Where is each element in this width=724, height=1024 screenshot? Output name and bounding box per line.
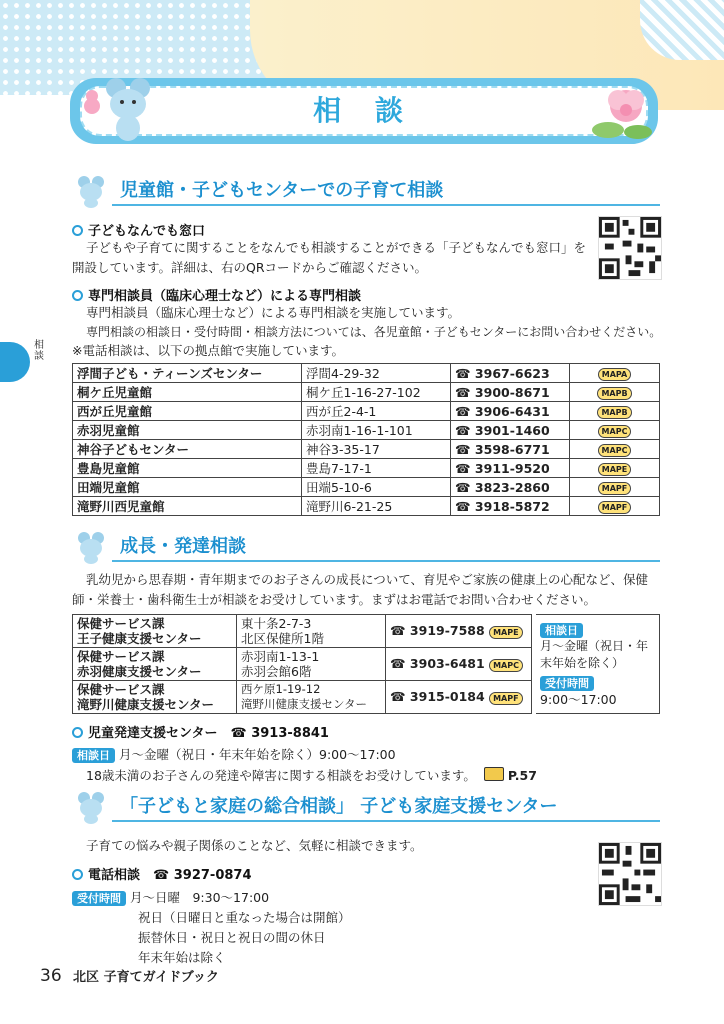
health-center-table [72, 614, 532, 714]
reception-hours-tag: 受付時間 [72, 891, 126, 906]
table-row: 豊島児童館 豊島7-17-1 ☎ 3911-9520 MAPE [73, 459, 660, 478]
section-title-3: 「子どもと家庭の総合相談」 子ども家庭支援センター [120, 796, 558, 817]
hattatsu-text-row [86, 766, 537, 784]
table-row: 赤羽児童館 赤羽南1-16-1-101 ☎ 3901-1460 MAPC [73, 421, 660, 440]
center-address: 赤羽会館6階 [241, 664, 312, 679]
facility-address: 赤羽南1-16-1-101 [302, 421, 451, 440]
center-tel: 3903-6481 [409, 656, 485, 671]
section-heading-3 [72, 790, 660, 824]
facility-tel: 3906-6431 [474, 403, 550, 419]
section3-intro: 子育ての悩みや親子関係のことなど、気軽に相談できます。 [86, 838, 423, 853]
item-text-2a: 専門相談員（臨床心理士など）による専門相談を実施しています。 [86, 305, 461, 320]
section2-intro: 乳幼児から思春期・青年期までのお子さんの成長について、育児やご家族の健康上の心配など、保健師・栄養士・歯科衛生士が相談をお受けしています。まずはお電話でお問い合わせください。 [72, 572, 649, 607]
facility-address: 西が丘2-4-1 [302, 402, 451, 421]
facility-address: 浮間4-29-32 [302, 364, 451, 383]
table-row: 桐ケ丘児童館 桐ケ丘1-16-27-102 ☎ 3900-8671 MAPB [73, 383, 660, 402]
facility-address: 滝野川6-21-25 [302, 497, 451, 516]
mouse-icon [72, 790, 112, 824]
footer [40, 966, 219, 986]
map-badge[interactable]: MAPC [598, 425, 632, 438]
section3-hours [72, 888, 269, 908]
reception-hours: 9:00～17:00 [540, 692, 617, 707]
hattatsu-text: 18歳未満のお子さんの発達や障害に関する相談をお受けしています。 [86, 768, 476, 783]
center-name: 滝野川健康支援センター [77, 697, 215, 712]
facility-tel: 3967-6623 [474, 365, 550, 381]
hattatsu-heading: 児童発達支援センター ☎ 3913-8841 [72, 722, 329, 741]
facility-tel: 3598-6771 [474, 441, 550, 457]
hours-line: 月～日曜 9:30～17:00 [129, 890, 270, 905]
item-heading-1: 子どもなんでも窓口 [72, 220, 205, 239]
map-badge[interactable]: MAPA [598, 368, 631, 381]
center-name: 赤羽健康支援センター [77, 664, 202, 679]
side-tab-label: 相談 [34, 340, 44, 362]
facility-name: 赤羽児童館 [73, 421, 302, 440]
facility-address: 田端5-10-6 [302, 478, 451, 497]
table-row: 西が丘児童館 西が丘2-4-1 ☎ 3906-6431 MAPB [73, 402, 660, 421]
reception-hours-tag: 受付時間 [540, 676, 594, 691]
hattatsu-hours-row [72, 745, 396, 763]
facility-tel: 3900-8671 [474, 384, 550, 400]
hours-line: 振替休日・祝日と祝日の間の休日 [138, 930, 326, 945]
item-heading-2: 専門相談員（臨床心理士など）による専門相談 [72, 285, 361, 304]
map-badge[interactable]: MAPF [598, 482, 631, 495]
center-tel: 3915-0184 [409, 689, 485, 704]
facility-name: 桐ケ丘児童館 [73, 383, 302, 402]
map-badge[interactable]: MAPF [489, 692, 522, 705]
mouse-icon [72, 530, 112, 564]
qr-code-icon[interactable] [598, 842, 662, 906]
center-address: 東十条2-7-3 [241, 616, 312, 631]
facility-tel: 3901-1460 [474, 422, 550, 438]
facility-name: 西が丘児童館 [73, 402, 302, 421]
center-tel: 3919-7588 [409, 623, 485, 638]
consult-day-tag: 相談日 [540, 623, 583, 638]
consult-days: 月～金曜（祝日・年末年始を除く） [540, 639, 649, 670]
facility-tel: 3911-9520 [474, 460, 550, 476]
mouse-mascot-icon [76, 72, 156, 142]
table-row: 保健サービス課 滝野川健康支援センター 西ケ原1-19-12 滝野川健康支援センター ☎ 3915-0184 MAPF [73, 681, 532, 714]
center-name: 保健サービス課 [77, 616, 165, 631]
center-address: 滝野川健康支援センター [241, 697, 368, 711]
center-address: 西ケ原1-19-12 [241, 682, 321, 696]
phone-consult-heading: 電話相談 ☎ 3927-0874 [72, 864, 252, 883]
facility-name: 浮間子ども・ティーンズセンター [73, 364, 302, 383]
qr-code-icon[interactable] [598, 216, 662, 280]
consult-day-tag: 相談日 [72, 748, 115, 763]
table-row: 滝野川西児童館 滝野川6-21-25 ☎ 3918-5872 MAPF [73, 497, 660, 516]
center-name: 保健サービス課 [77, 682, 165, 697]
table-row: 保健サービス課 赤羽健康支援センター 赤羽南1-13-1 赤羽会館6階 ☎ 3903-6481 MAPC [73, 648, 532, 681]
facility-name: 滝野川西児童館 [73, 497, 302, 516]
side-tab [0, 342, 30, 382]
map-badge[interactable]: MAPF [598, 501, 631, 514]
center-address: 赤羽南1-13-1 [241, 649, 320, 664]
section-heading-1 [72, 174, 660, 208]
page-title: 相 談 [313, 94, 415, 127]
table-row: 保健サービス課 王子健康支援センター 東十条2-7-3 北区保健所1階 ☎ 3919-7588 MAPE [73, 615, 532, 648]
table-row: 浮間子ども・ティーンズセンター 浮間4-29-32 ☎ 3967-6623 MAPA [73, 364, 660, 383]
hours-line: 年末年始は除く [138, 950, 226, 965]
flower-icon [590, 80, 660, 148]
item-text-1: 子どもや子育てに関することをなんでも相談することができる「子どもなんでも窓口」を開設しています。詳細は、右のQRコードからご確認ください。 [72, 240, 587, 275]
consultation-info-box [536, 614, 660, 714]
book-title: 北区 子育てガイドブック [73, 970, 219, 985]
table-row: 神谷子どもセンター 神谷3-35-17 ☎ 3598-6771 MAPC [73, 440, 660, 459]
phone-consult-tel: 3927-0874 [173, 868, 252, 883]
facility-tel: 3823-2860 [474, 479, 550, 495]
map-badge[interactable]: MAPE [598, 463, 631, 476]
center-address: 北区保健所1階 [241, 631, 324, 646]
book-icon [484, 767, 504, 781]
facility-address: 神谷3-35-17 [302, 440, 451, 459]
item-text-2b: 専門相談の相談日・受付時間・相談方法については、各児童館・子どもセンターにお問い合わせください。 [86, 325, 662, 339]
hattatsu-hours: 月～金曜（祝日・年末年始を除く）9:00～17:00 [118, 747, 396, 762]
map-badge[interactable]: MAPB [597, 406, 631, 419]
hattatsu-tel: 3913-8841 [251, 726, 329, 741]
page-number: 36 [40, 966, 62, 986]
facility-address: 豊島7-17-1 [302, 459, 451, 478]
section-title-1: 児童館・子どもセンターでの子育て相談 [120, 180, 444, 201]
section-title-2: 成長・発達相談 [120, 536, 246, 557]
facility-tel: 3918-5872 [474, 498, 550, 514]
hours-line: 祝日（日曜日と重なった場合は開館） [138, 910, 351, 925]
facility-name: 豊島児童館 [73, 459, 302, 478]
facility-name: 田端児童館 [73, 478, 302, 497]
page-reference[interactable]: P.57 [507, 768, 537, 783]
map-badge[interactable]: MAPC [598, 444, 632, 457]
map-badge[interactable]: MAPB [597, 387, 631, 400]
center-name: 保健サービス課 [77, 649, 165, 664]
map-badge[interactable]: MAPC [489, 659, 523, 672]
table-row: 田端児童館 田端5-10-6 ☎ 3823-2860 MAPF [73, 478, 660, 497]
item-note: ※電話相談は、以下の拠点館で実施しています。 [72, 343, 344, 358]
facility-name: 神谷子どもセンター [73, 440, 302, 459]
section-heading-2 [72, 530, 660, 564]
center-name: 王子健康支援センター [77, 631, 202, 646]
map-badge[interactable]: MAPE [489, 626, 522, 639]
mouse-icon [72, 174, 112, 208]
facility-address: 桐ケ丘1-16-27-102 [302, 383, 451, 402]
jidokan-table [72, 363, 660, 516]
